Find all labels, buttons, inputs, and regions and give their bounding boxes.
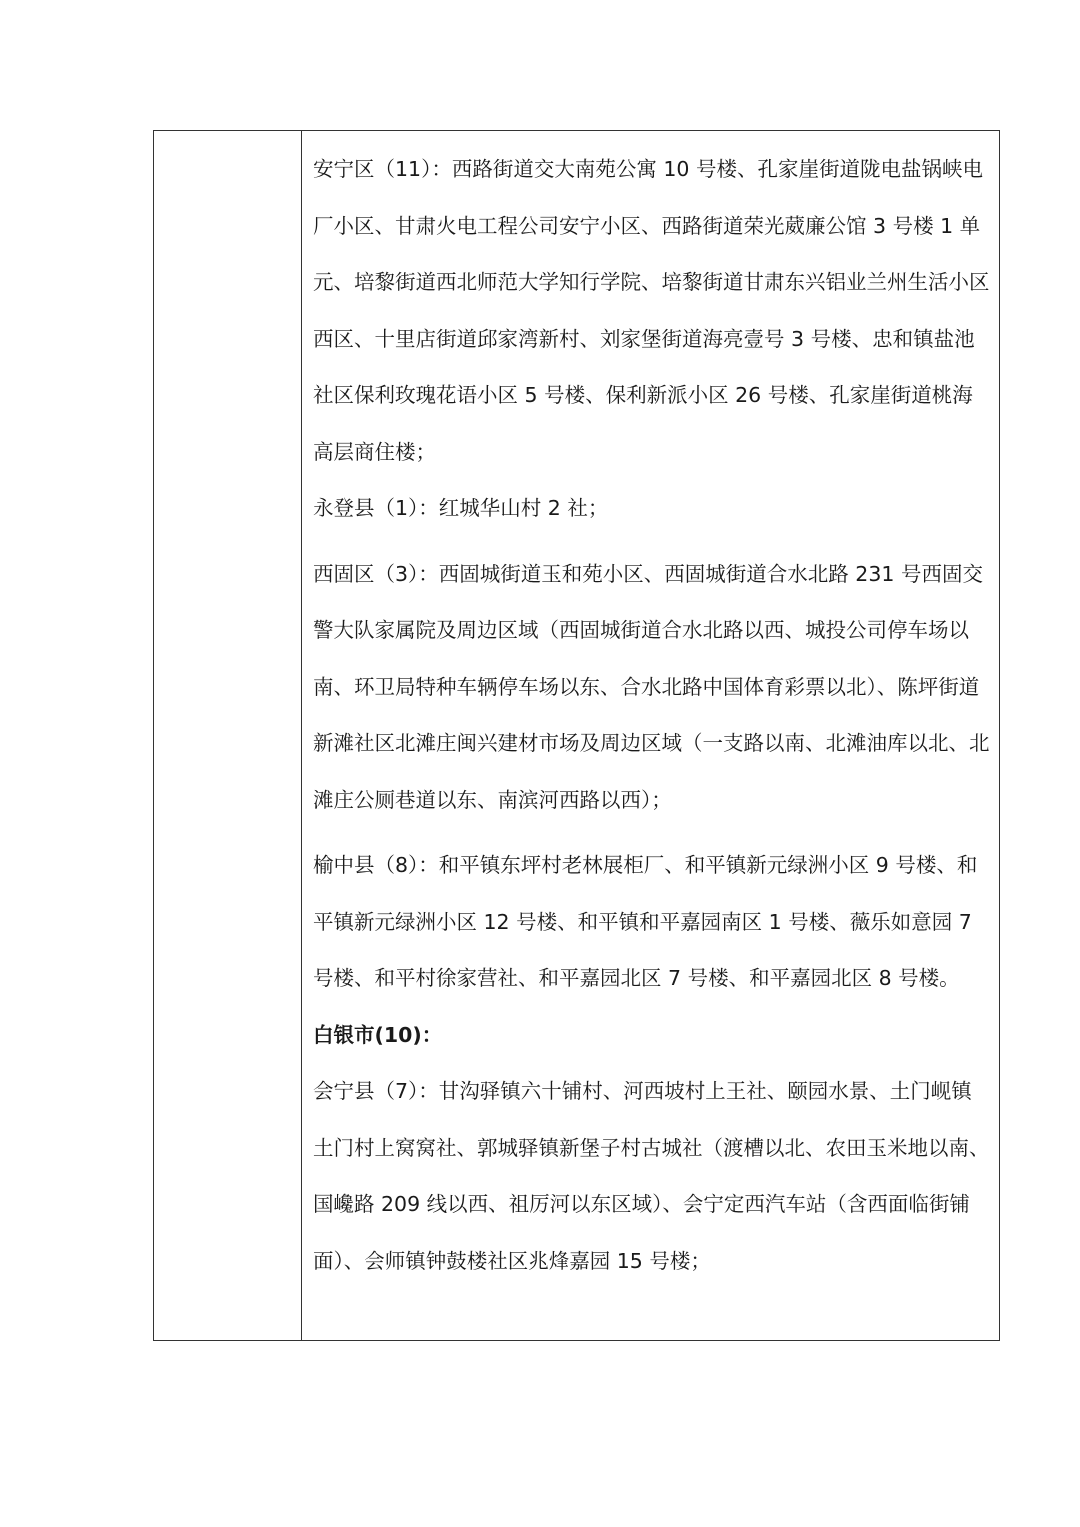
heading-baiyin-city: 白银市(10)： [313, 1022, 443, 1047]
paragraph-huining-county: 会宁县（7）：甘沟驿镇六十铺村、河西坡村上王社、颐园水景、土门岘镇土门村上窝窝社、郭城驿镇新堡子村古城社（渡槽以北、农田玉米地以南、国巉路 209 线以西、祖厉河以东区域）、会宁定西汽车站（含西面临街铺面）、会师镇钟鼓楼社区兆烽嘉园 15 号楼； [313, 1079, 990, 1273]
table-left-cell [154, 131, 302, 1340]
paragraph-yongdeng-county: 永登县（1）：红城华山村 2 社； [313, 496, 609, 520]
content-table [153, 130, 1000, 1341]
paragraph-xigu-district: 西固区（3）：西固城街道玉和苑小区、西固城街道合水北路 231 号西固交警大队家属院及周边区域（西固城街道合水北路以西、城投公司停车场以南、环卫局特种车辆停车场以东、合水北路中国体育彩票以北）、陈坪街道新滩社区北滩庄闽兴建材市场及周边区域（一支路以南、北滩油库以北、北滩庄公厕巷道以东、南滨河西路以西）； [313, 561, 990, 812]
paragraph-anning-district: 安宁区（11）：西路街道交大南苑公寓 10 号楼、孔家崖街道陇电盐锅峡电厂小区、甘肃火电工程公司安宁小区、西路街道荣光葳廉公馆 3 号楼 1 单元、培黎街道西北师范大学知行学院、培黎街道甘肃东兴铝业兰州生活小区西区、十里店街道邱家湾新村、刘家堡街道海亮壹号 3 号楼、忠和镇盐池社区保利玫瑰花语小区 5 号楼、保利新派小区 26 号楼、孔家崖街道桃海高层商住楼； [313, 157, 990, 464]
paragraph-yuzhong-county: 榆中县（8）：和平镇东坪村老林展柜厂、和平镇新元绿洲小区 9 号楼、和平镇新元绿洲小区 12 号楼、和平镇和平嘉园南区 1 号楼、薇乐如意园 7 号楼、和平村徐家营社、和平嘉园北区 7 号楼、和平嘉园北区 8 号楼。 [313, 853, 979, 990]
table-right-cell [302, 131, 999, 1340]
